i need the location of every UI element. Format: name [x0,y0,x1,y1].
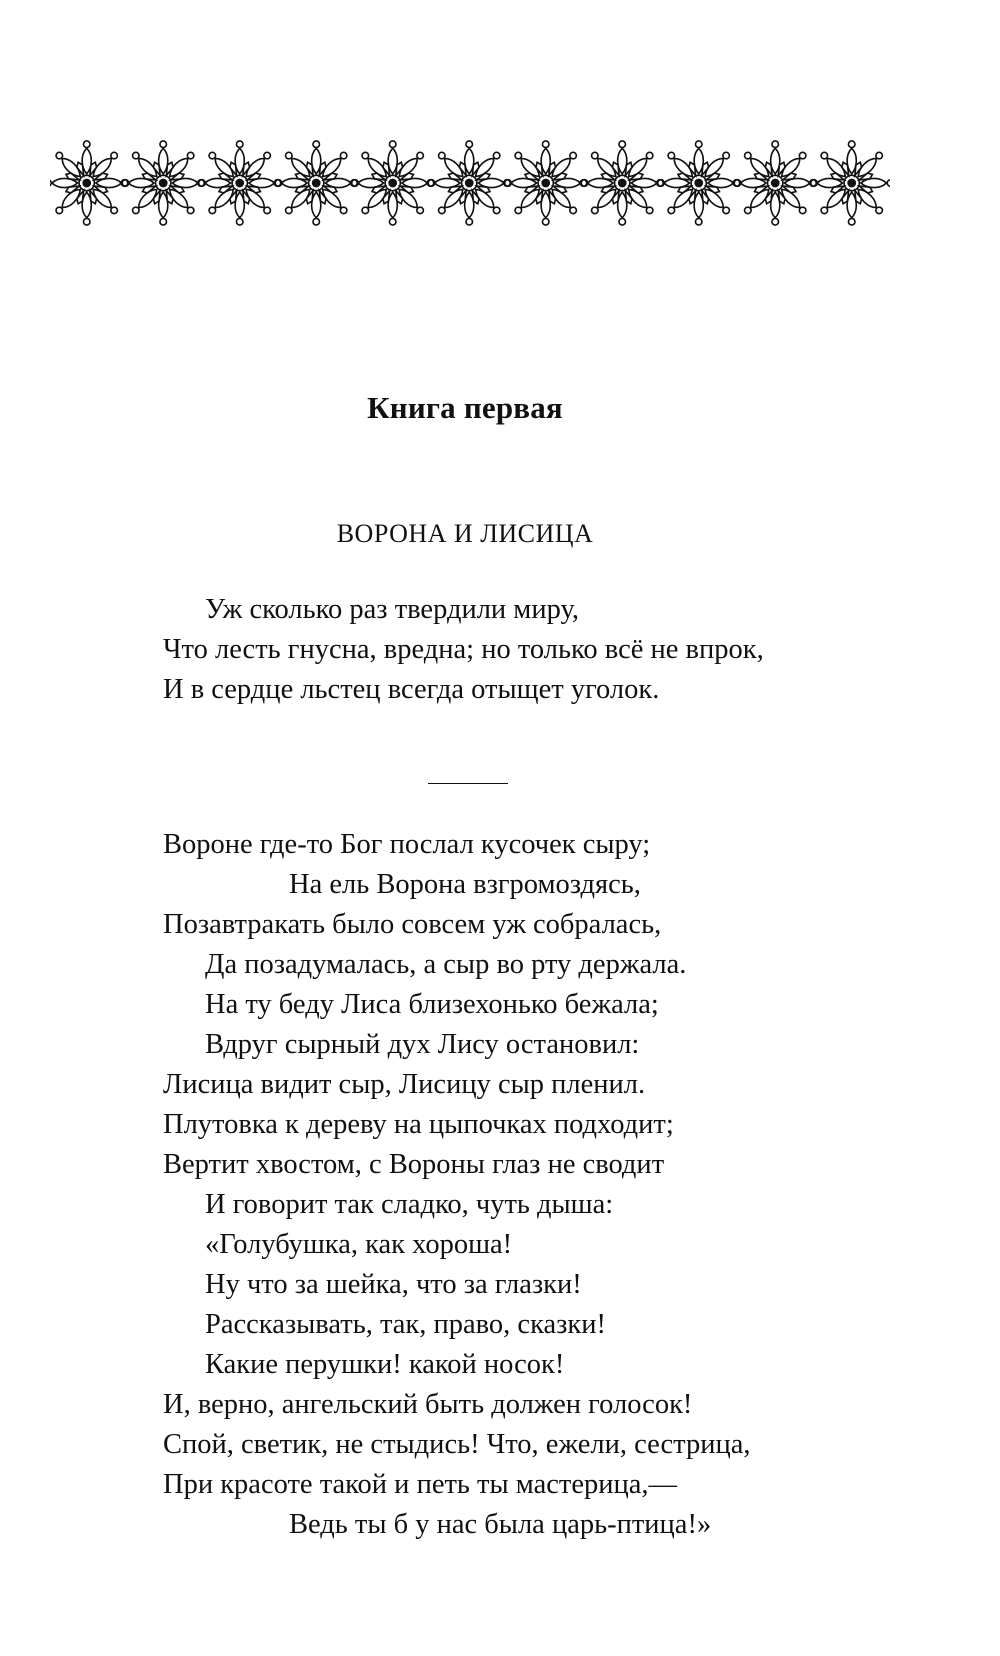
verse-line: Лисица видит сыр, Лисицу сыр пленил. [163,1069,646,1100]
verse-line: На ель Ворона взгромоздясь, [289,869,641,900]
verse-line: Ведь ты б у нас была царь-птица!» [289,1509,712,1540]
verse-line: Ну что за шейка, что за глазки! [205,1269,582,1300]
verse-line: Какие перушки! какой носок! [205,1349,565,1380]
verse-line: И, верно, ангельский быть должен голосок! [163,1389,693,1420]
verse-line: Да позадумалась, а сыр во рту держала. [205,949,687,980]
floral-border-ornament [50,138,890,228]
verse-line: «Голубушка, как хороша! [205,1229,513,1260]
verse-line: И в сердце льстец всегда отыщет уголок. [163,674,660,705]
verse-line: Позавтракать было совсем уж собралась, [163,909,662,940]
verse-line: Вороне где-то Бог послал кусочек сыру; [163,829,651,860]
verse-line: Рассказывать, так, право, сказки! [205,1309,606,1340]
verse-line: Вертит хвостом, с Вороны глаз не сводит [163,1149,665,1180]
verse-line: На ту беду Лиса близехонько бежала; [205,989,659,1020]
section-divider [428,783,508,784]
verse-line: И говорит так сладко, чуть дыша: [205,1189,614,1220]
verse-line: При красоте такой и петь ты мастерица,— [163,1469,678,1500]
story-stanza [163,825,750,1545]
verse-line: Спой, светик, не стыдись! Что, ежели, сестрица, [163,1429,751,1460]
verse-line: Что лесть гнусна, вредна; но только всё не впрок, [163,634,764,665]
book-title: Книга первая [367,390,563,425]
fable-title: ВОРОНА И ЛИСИЦА [336,519,594,548]
verse-line: Вдруг сырный дух Лису остановил: [205,1029,640,1060]
verse-line: Плутовка к дереву на цыпочках подходит; [163,1109,674,1140]
moral-stanza [163,590,764,710]
verse-line: Уж сколько раз твердили миру, [205,594,579,625]
